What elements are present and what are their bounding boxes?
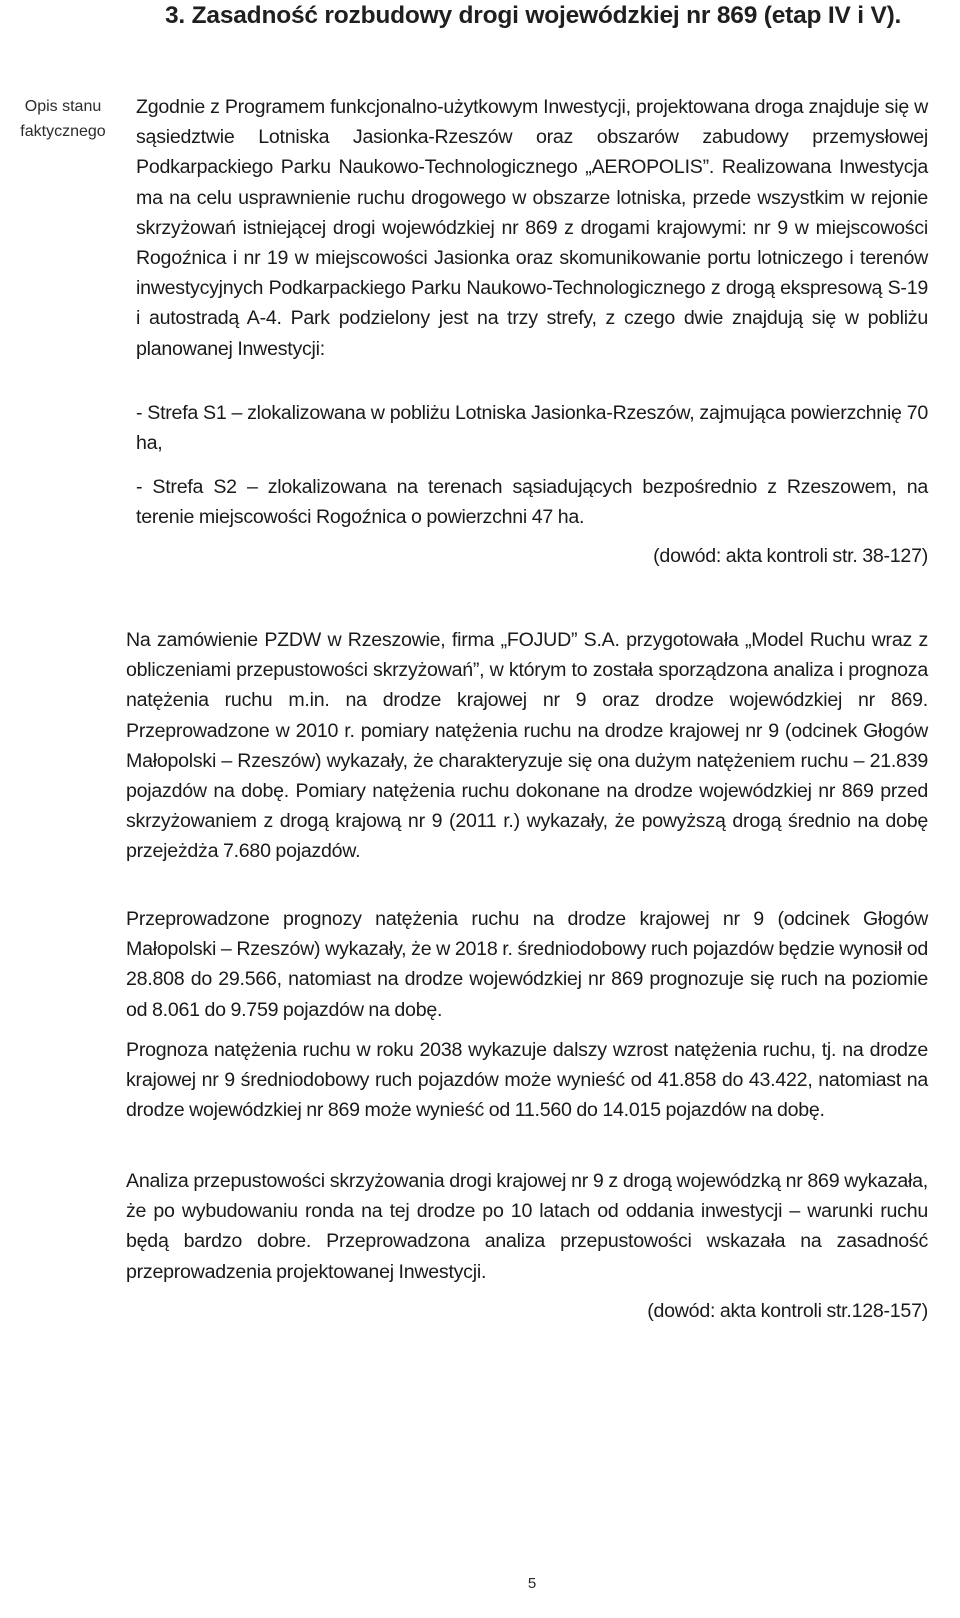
page-number: 5 bbox=[527, 1575, 537, 1592]
capacity-analysis-text: Analiza przepustowości skrzyżowania drogi krajowej nr 9 z drogą wojewódzką nr 869 wykazała, że po wybudowaniu ronda na tej drodze po 10 latach od oddania inwestycji – warunki ruchu będą bardzo dobre. Przeprowadzona analiza przepustowości wskazała na zasadność przeprowadzenia projektowanej Inwestycji. bbox=[126, 1170, 928, 1283]
forecast-paragraph bbox=[126, 904, 928, 1025]
intro-paragraph bbox=[136, 92, 928, 364]
forecast-2038-text: Prognoza natężenia ruchu w roku 2038 wykazuje dalszy wzrost natężenia ruchu, tj. na drodze krajowej nr 9 średniodobowy ruch pojazdów może wynieść od 41.858 do 43.422, natomiast na drodze wojewódzkiej nr 869 może wynieść od 11.560 do 14.015 pojazdów na dobę. bbox=[126, 1039, 928, 1122]
evidence-reference-2: (dowód: akta kontroli str.128-157) bbox=[647, 1300, 928, 1322]
page-title: 3. Zasadność rozbudowy drogi wojewódzkiej nr 869 (etap IV i V). bbox=[165, 2, 902, 29]
forecast-2038-paragraph bbox=[126, 1035, 928, 1126]
zone-s1-paragraph bbox=[136, 398, 928, 458]
intro-text: Zgodnie z Programem funkcjonalno-użytkowym Inwestycji, projektowana droga znajduje się w sąsiedztwie Lotniska Jasionka-Rzeszów oraz obszarów zabudowy przemysłowej Podkarpackiego Parku Naukowo-Technologicznego „AEROPOLIS”. Realizowana Inwestycja ma na celu usprawnienie ruchu drogowego w obszarze lotniska, przede wszystkim w rejonie skrzyżowań istniejącej drogi wojewódzkiej nr 869 z drogami krajowymi: nr 9 w miejscowości Rogoźnica i nr 19 w miejscowości Jasionka oraz skomunikowanie portu lotniczego i terenów inwestycyjnych Podkarpackiego Parku Naukowo-Technologicznego z drogą ekspresową S-19 i autostradą A-4. Park podzielony jest na trzy strefy, z czego dwie znajdują się w pobliżu planowanej Inwestycji: bbox=[136, 96, 928, 360]
section-side-label: Opis stanu faktycznego bbox=[20, 98, 106, 140]
forecast-text: Przeprowadzone prognozy natężenia ruchu na drodze krajowej nr 9 (odcinek Głogów Małopolski – Rzeszów) wykazały, że w 2018 r. średniodobowy ruch pojazdów będzie wynosił od 28.808 do 29.566, natomiast na drodze wojewódzkiej nr 869 prognozuje się ruch na poziomie od 8.061 do 9.759 pojazdów na dobę. bbox=[126, 908, 928, 1021]
zone-s2-paragraph bbox=[136, 472, 928, 532]
zone-s2-text: - Strefa S2 – zlokalizowana na terenach sąsiadujących bezpośrednio z Rzeszowem, na terenie miejscowości Rogoźnica o powierzchni 47 ha. bbox=[136, 476, 928, 529]
evidence-reference-1: (dowód: akta kontroli str. 38-127) bbox=[653, 545, 928, 567]
traffic-model-text: Na zamówienie PZDW w Rzeszowie, firma „FOJUD” S.A. przygotowała „Model Ruchu wraz z obliczeniami przepustowości skrzyżowań”, w którym to została sporządzona analiza i prognoza natężenia ruchu m.in. na drodze krajowej nr 9 oraz drodze wojewódzkiej nr 869. Przeprowadzone w 2010 r. pomiary natężenia ruchu na drodze krajowej nr 9 (odcinek Głogów Małopolski – Rzeszów) wykazały, że charakteryzuje się ona dużym natężeniem ruchu – 21.839 pojazdów na dobę. Pomiary natężenia ruchu dokonane na drodze wojewódzkiej nr 869 przed skrzyżowaniem z drogą krajową nr 9 (2011 r.) wykazały, że powyższą drogą średnio na dobę przejeżdża 7.680 pojazdów. bbox=[126, 629, 928, 863]
capacity-analysis-paragraph bbox=[126, 1166, 928, 1287]
traffic-model-paragraph bbox=[126, 625, 928, 867]
zone-s1-text: - Strefa S1 – zlokalizowana w pobliżu Lotniska Jasionka-Rzeszów, zajmująca powierzchnię 70 ha, bbox=[136, 402, 928, 455]
